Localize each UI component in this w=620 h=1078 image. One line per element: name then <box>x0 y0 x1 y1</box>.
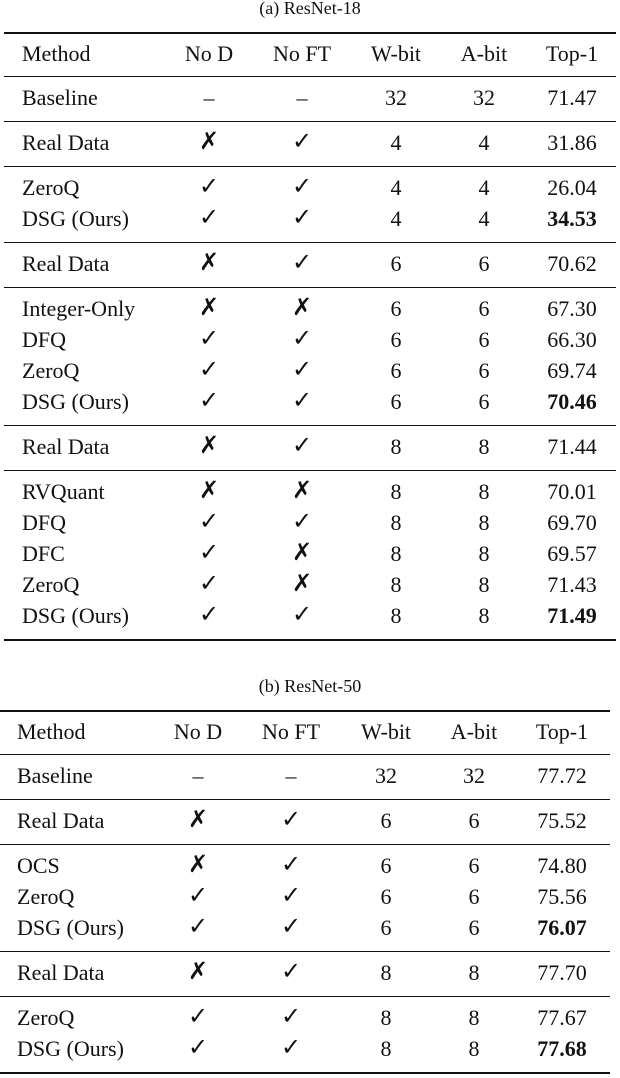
w-bit-cell: 32 <box>385 85 407 110</box>
a-bit-cell: 8 <box>478 479 490 504</box>
top1-cell: 71.43 <box>547 572 597 597</box>
no-finetune-mark: ✓ <box>280 957 302 985</box>
column-header: No FT <box>272 41 332 66</box>
method-cell: Baseline <box>17 763 93 788</box>
w-bit-cell: 8 <box>380 1036 392 1061</box>
table-rule <box>4 425 616 426</box>
w-bit-cell: 4 <box>390 130 402 155</box>
a-bit-cell: 8 <box>478 510 490 535</box>
method-cell: Real Data <box>22 434 110 459</box>
top1-cell: 77.68 <box>537 1036 587 1061</box>
no-data-mark: ✗ <box>187 805 209 833</box>
no-finetune-mark: ✗ <box>291 293 313 321</box>
no-data-mark: ✗ <box>187 957 209 985</box>
no-data-mark: ✓ <box>198 386 220 414</box>
no-finetune-mark: ✓ <box>291 355 313 383</box>
no-finetune-mark: – <box>285 763 297 788</box>
method-cell: Real Data <box>22 130 110 155</box>
top1-cell: 75.52 <box>537 808 587 833</box>
w-bit-cell: 6 <box>380 915 392 940</box>
top1-cell: 26.04 <box>547 175 597 200</box>
table-caption: (a) ResNet-18 <box>259 0 361 18</box>
no-finetune-mark: ✓ <box>291 324 313 352</box>
top1-cell: 69.57 <box>547 541 597 566</box>
no-finetune-mark: – <box>296 85 308 110</box>
method-cell: ZeroQ <box>22 572 80 597</box>
no-finetune-mark: ✓ <box>291 248 313 276</box>
a-bit-cell: 4 <box>478 206 490 231</box>
table-rule <box>4 121 616 122</box>
w-bit-cell: 6 <box>380 853 392 878</box>
no-data-mark: ✓ <box>198 324 220 352</box>
w-bit-cell: 8 <box>390 479 402 504</box>
no-data-mark: ✗ <box>198 476 220 504</box>
no-data-mark: ✗ <box>198 248 220 276</box>
a-bit-cell: 4 <box>478 130 490 155</box>
w-bit-cell: 8 <box>390 572 402 597</box>
top1-cell: 69.70 <box>547 510 597 535</box>
column-header: W-bit <box>360 719 412 744</box>
a-bit-cell: 6 <box>468 884 480 909</box>
w-bit-cell: 8 <box>390 541 402 566</box>
top1-cell: 70.46 <box>547 389 597 414</box>
no-data-mark: ✓ <box>198 355 220 383</box>
no-finetune-mark: ✓ <box>280 912 302 940</box>
method-cell: RVQuant <box>22 479 105 504</box>
w-bit-cell: 8 <box>380 1005 392 1030</box>
w-bit-cell: 6 <box>390 296 402 321</box>
no-data-mark: ✓ <box>198 538 220 566</box>
method-cell: ZeroQ <box>22 358 80 383</box>
table-rule <box>4 639 616 641</box>
no-finetune-mark: ✓ <box>291 386 313 414</box>
table-rule <box>0 710 610 712</box>
table-rule <box>4 32 616 34</box>
no-finetune-mark: ✓ <box>280 881 302 909</box>
top1-cell: 77.72 <box>537 763 587 788</box>
table-rule <box>0 754 610 755</box>
method-cell: DSG (Ours) <box>22 389 129 414</box>
no-data-mark: ✓ <box>198 600 220 628</box>
column-header: A-bit <box>450 719 498 744</box>
table-rule <box>4 166 616 167</box>
no-data-mark: ✓ <box>198 203 220 231</box>
no-finetune-mark: ✓ <box>280 1002 302 1030</box>
method-cell: DFQ <box>22 327 67 352</box>
table-rule <box>0 844 610 845</box>
top1-cell: 69.74 <box>547 358 597 383</box>
top1-cell: 71.44 <box>547 434 597 459</box>
w-bit-cell: 6 <box>390 251 402 276</box>
a-bit-cell: 6 <box>478 296 490 321</box>
no-finetune-mark: ✓ <box>280 1033 302 1061</box>
top1-cell: 71.47 <box>547 85 597 110</box>
a-bit-cell: 6 <box>468 915 480 940</box>
method-cell: OCS <box>17 853 60 878</box>
a-bit-cell: 6 <box>478 327 490 352</box>
method-cell: DSG (Ours) <box>17 1036 124 1061</box>
top1-cell: 77.67 <box>537 1005 587 1030</box>
a-bit-cell: 6 <box>468 808 480 833</box>
method-cell: DSG (Ours) <box>22 603 129 628</box>
no-data-mark: ✓ <box>198 569 220 597</box>
w-bit-cell: 6 <box>390 358 402 383</box>
no-finetune-mark: ✗ <box>291 538 313 566</box>
column-header: No FT <box>261 719 321 744</box>
top1-cell: 75.56 <box>537 884 587 909</box>
top1-cell: 66.30 <box>547 327 597 352</box>
method-cell: Integer-Only <box>22 296 136 321</box>
a-bit-cell: 8 <box>468 1005 480 1030</box>
a-bit-cell: 6 <box>478 389 490 414</box>
w-bit-cell: 6 <box>390 327 402 352</box>
no-data-mark: ✗ <box>198 127 220 155</box>
method-cell: Baseline <box>22 85 98 110</box>
table-rule <box>4 242 616 243</box>
a-bit-cell: 8 <box>478 541 490 566</box>
no-finetune-mark: ✓ <box>291 203 313 231</box>
column-header: No D <box>184 41 234 66</box>
column-header: Top-1 <box>545 41 599 66</box>
a-bit-cell: 32 <box>473 85 495 110</box>
method-cell: ZeroQ <box>17 1005 75 1030</box>
no-finetune-mark: ✓ <box>291 127 313 155</box>
no-finetune-mark: ✓ <box>280 850 302 878</box>
a-bit-cell: 8 <box>478 603 490 628</box>
table-rule <box>0 996 610 997</box>
top1-cell: 70.62 <box>547 251 597 276</box>
no-data-mark: ✗ <box>198 293 220 321</box>
w-bit-cell: 8 <box>390 434 402 459</box>
no-data-mark: – <box>192 763 204 788</box>
method-cell: Real Data <box>22 251 110 276</box>
column-header: Method <box>17 719 86 744</box>
w-bit-cell: 6 <box>390 389 402 414</box>
no-finetune-mark: ✗ <box>291 569 313 597</box>
w-bit-cell: 32 <box>375 763 397 788</box>
no-data-mark: ✗ <box>187 850 209 878</box>
top1-cell: 70.01 <box>547 479 597 504</box>
no-finetune-mark: ✓ <box>280 805 302 833</box>
no-data-mark: ✓ <box>187 881 209 909</box>
table-rule <box>0 799 610 800</box>
method-cell: DSG (Ours) <box>22 206 129 231</box>
table-rule <box>4 287 616 288</box>
no-finetune-mark: ✓ <box>291 431 313 459</box>
column-header: A-bit <box>460 41 508 66</box>
column-header: Method <box>22 41 91 66</box>
top1-cell: 67.30 <box>547 296 597 321</box>
method-cell: DSG (Ours) <box>17 915 124 940</box>
a-bit-cell: 6 <box>478 358 490 383</box>
column-header: W-bit <box>370 41 422 66</box>
table-rule <box>0 1072 610 1074</box>
method-cell: Real Data <box>17 960 105 985</box>
table-rule <box>4 76 616 77</box>
no-finetune-mark: ✓ <box>291 507 313 535</box>
a-bit-cell: 4 <box>478 175 490 200</box>
w-bit-cell: 8 <box>390 510 402 535</box>
a-bit-cell: 6 <box>468 853 480 878</box>
table-caption: (b) ResNet-50 <box>258 676 362 696</box>
a-bit-cell: 8 <box>478 434 490 459</box>
column-header: No D <box>173 719 223 744</box>
top1-cell: 74.80 <box>537 853 587 878</box>
w-bit-cell: 4 <box>390 175 402 200</box>
w-bit-cell: 8 <box>390 603 402 628</box>
w-bit-cell: 6 <box>380 808 392 833</box>
table-rule <box>0 951 610 952</box>
table-rule <box>4 470 616 471</box>
method-cell: Real Data <box>17 808 105 833</box>
no-data-mark: ✓ <box>187 1033 209 1061</box>
column-header: Top-1 <box>535 719 589 744</box>
top1-cell: 76.07 <box>537 915 587 940</box>
a-bit-cell: 8 <box>478 572 490 597</box>
no-finetune-mark: ✓ <box>291 172 313 200</box>
no-data-mark: ✓ <box>187 912 209 940</box>
w-bit-cell: 8 <box>380 960 392 985</box>
method-cell: ZeroQ <box>22 175 80 200</box>
no-data-mark: ✓ <box>198 507 220 535</box>
no-data-mark: ✗ <box>198 431 220 459</box>
w-bit-cell: 6 <box>380 884 392 909</box>
top1-cell: 77.70 <box>537 960 587 985</box>
no-finetune-mark: ✗ <box>291 476 313 504</box>
w-bit-cell: 4 <box>390 206 402 231</box>
top1-cell: 34.53 <box>547 206 597 231</box>
top1-cell: 31.86 <box>547 130 597 155</box>
no-finetune-mark: ✓ <box>291 600 313 628</box>
a-bit-cell: 8 <box>468 1036 480 1061</box>
method-cell: ZeroQ <box>17 884 75 909</box>
no-data-mark: ✓ <box>198 172 220 200</box>
no-data-mark: – <box>203 85 215 110</box>
top1-cell: 71.49 <box>547 603 597 628</box>
a-bit-cell: 32 <box>463 763 485 788</box>
a-bit-cell: 8 <box>468 960 480 985</box>
no-data-mark: ✓ <box>187 1002 209 1030</box>
a-bit-cell: 6 <box>478 251 490 276</box>
method-cell: DFC <box>22 541 65 566</box>
method-cell: DFQ <box>22 510 67 535</box>
